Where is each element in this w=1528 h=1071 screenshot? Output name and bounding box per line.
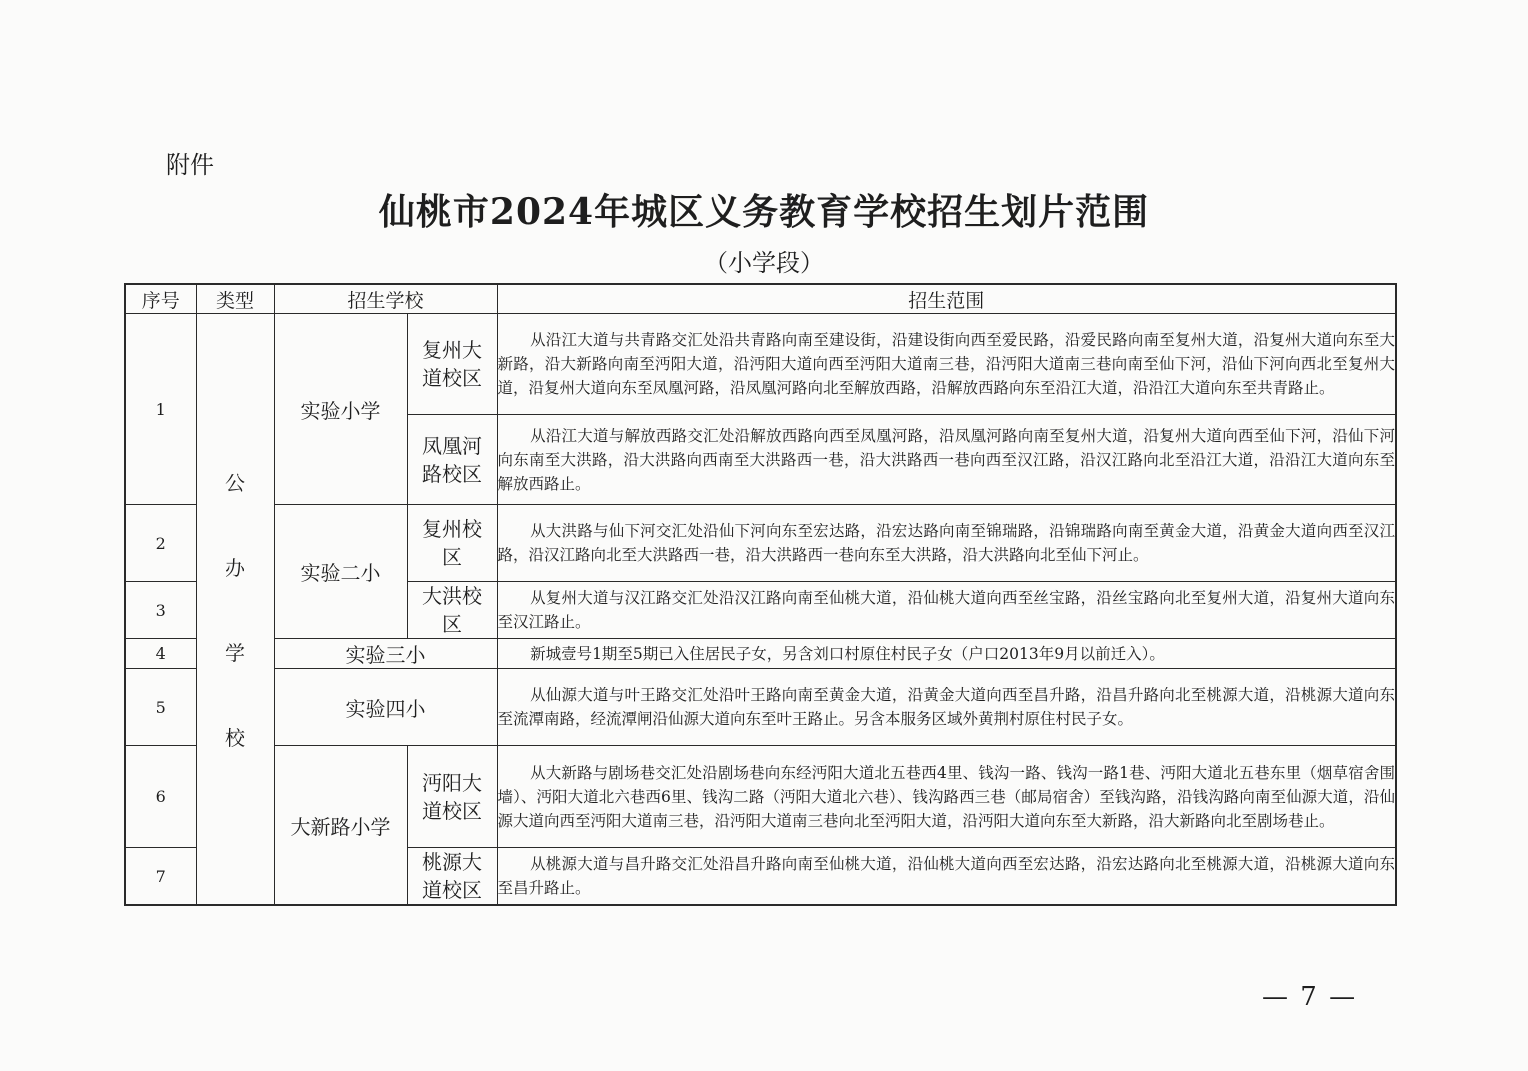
header-scope: 招生范围 [497, 284, 1396, 314]
table-row [125, 746, 1396, 848]
type-char: 办 [225, 556, 245, 580]
scope-text: 从复州大道与汉江路交汇处沿汉江路向南至仙桃大道，沿仙桃大道向西至丝宝路，沿丝宝路向北至复州大道，沿复州大道向东至汉江路止。 [497, 582, 1396, 639]
row-seq: 1 [125, 314, 196, 505]
row-seq: 6 [125, 746, 196, 848]
campus-name: 凤凰河路校区 [407, 415, 497, 505]
table-header-row [125, 284, 1396, 314]
table-row [125, 669, 1396, 746]
table-row [125, 639, 1396, 669]
scope-text: 从沿江大道与共青路交汇处沿共青路向南至建设街，沿建设街向西至爱民路，沿爱民路向南至复州大道，沿复州大道向东至大新路，沿大新路向南至沔阳大道，沿沔阳大道向西至沔阳大道南三巷，沿沔阳大道南三巷向南至仙下河，沿仙下河向西北至复州大道，沿复州大道向东至凤凰河路，沿凤凰河路向北至解放西路，沿解放西路向东至沿江大道，沿沿江大道向东至共青路止。 [497, 314, 1396, 415]
type-cell [196, 314, 274, 906]
attachment-label: 附件 [166, 151, 214, 179]
campus-name: 沔阳大道校区 [407, 746, 497, 848]
scope-text: 从大洪路与仙下河交汇处沿仙下河向东至宏达路，沿宏达路向南至锦瑞路，沿锦瑞路向南至黄金大道，沿黄金大道向西至汉江路，沿汉江路向北至大洪路西一巷，沿大洪路西一巷向东至大洪路，沿大洪路向北至仙下河止。 [497, 505, 1396, 582]
enrollment-table [124, 283, 1397, 906]
row-seq: 4 [125, 639, 196, 669]
scope-text: 从沿江大道与解放西路交汇处沿解放西路向西至凤凰河路，沿凤凰河路向南至复州大道，沿复州大道向西至仙下河，沿仙下河向东南至大洪路，沿大洪路向西南至大洪路西一巷，沿大洪路西一巷向西至汉江路，沿汉江路向北至沿江大道，沿沿江大道向东至解放西路止。 [497, 415, 1396, 505]
school-name: 实验小学 [274, 314, 407, 505]
campus-name: 复州大道校区 [407, 314, 497, 415]
row-seq: 2 [125, 505, 196, 582]
type-char: 学 [225, 641, 245, 665]
page-number: — 7 — [1262, 982, 1358, 1012]
scope-text: 从仙源大道与叶王路交汇处沿叶王路向南至黄金大道，沿黄金大道向西至昌升路，沿昌升路向北至桃源大道，沿桃源大道向东至流潭南路，经流潭闸沿仙源大道向东至叶王路止。另含本服务区域外黄荆村原住村民子女。 [497, 669, 1396, 746]
header-school: 招生学校 [274, 284, 497, 314]
row-seq: 5 [125, 669, 196, 746]
row-seq: 3 [125, 582, 196, 639]
row-seq: 7 [125, 848, 196, 906]
campus-name: 桃源大道校区 [407, 848, 497, 906]
type-char: 公 [225, 471, 245, 495]
type-char: 校 [225, 726, 245, 750]
school-name: 实验二小 [274, 505, 407, 639]
scope-text: 新城壹号1期至5期已入住居民子女，另含刘口村原住村民子女（户口2013年9月以前迁入）。 [497, 639, 1396, 669]
table-row [125, 505, 1396, 582]
table-row [125, 314, 1396, 415]
school-name: 实验三小 [274, 639, 497, 669]
school-name: 实验四小 [274, 669, 497, 746]
header-type: 类型 [196, 284, 274, 314]
document-subtitle: （小学段） [704, 249, 824, 277]
header-seq: 序号 [125, 284, 196, 314]
school-name: 大新路小学 [274, 746, 407, 906]
campus-name: 大洪校区 [407, 582, 497, 639]
scope-text: 从大新路与剧场巷交汇处沿剧场巷向东经沔阳大道北五巷西4里、钱沟一路、钱沟一路1巷、沔阳大道北五巷东里（烟草宿舍围墙）、沔阳大道北六巷西6里、钱沟二路（沔阳大道北六巷）、钱沟路西三巷（邮局宿舍）至钱沟路，沿钱沟路向南至仙源大道，沿仙源大道向西至沔阳大道南三巷，沿沔阳大道南三巷向北至沔阳大道，沿沔阳大道向东至大新路，沿大新路向北至剧场巷止。 [497, 746, 1396, 848]
scope-text: 从桃源大道与昌升路交汇处沿昌升路向南至仙桃大道，沿仙桃大道向西至宏达路，沿宏达路向北至桃源大道，沿桃源大道向东至昌升路止。 [497, 848, 1396, 906]
document-title: 仙桃市2024年城区义务教育学校招生划片范围 [378, 191, 1150, 233]
campus-name: 复州校区 [407, 505, 497, 582]
